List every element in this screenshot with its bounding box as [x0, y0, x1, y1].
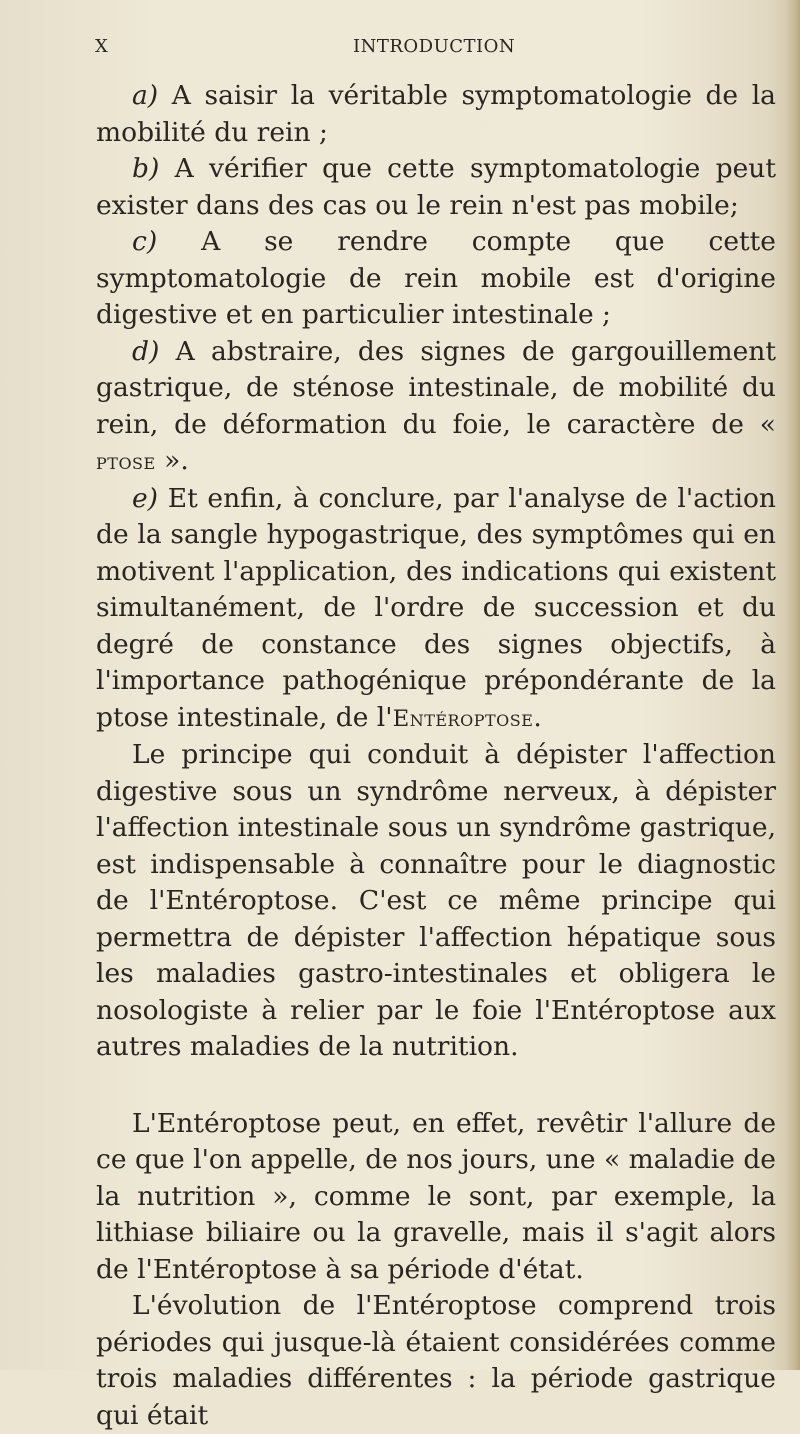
- item-smallcaps: Entéroptose: [392, 705, 534, 732]
- item-label: d): [132, 335, 160, 367]
- page-edge: [786, 0, 800, 1370]
- item-label: b): [132, 153, 160, 184]
- item-smallcaps: ptose: [96, 449, 156, 475]
- item-label: c): [132, 226, 158, 257]
- list-item-c: [96, 224, 776, 334]
- item-text: A vérifier que cette symptomatologie peut exister dans des cas ou le rein n'est pas mobile;: [96, 153, 776, 221]
- item-text-end: .: [533, 701, 542, 733]
- paragraph: L'Entéroptose peut, en effet, revêtir l'allure de ce que l'on appelle, de nos jours, une « maladie de la nutrition », comme le sont, par exemple, la lithiase biliaire ou la gravelle, mais il s'agit alors de l'Entéroptose à sa période d'état.: [96, 1107, 776, 1285]
- paragraph: L'évolution de l'Entéroptose comprend trois périodes qui jusque-là étaient considérées comme trois maladies différentes : la période gastrique qui était: [96, 1290, 776, 1431]
- paragraph-gap: [96, 1066, 776, 1106]
- item-label: a): [132, 80, 159, 111]
- item-text: A abstraire, des signes de gargouillement gastrique, de sténose intestinale, de mobilité du rein, de déformation du foie, le caractère de «: [96, 335, 776, 440]
- list-item-b: [96, 151, 776, 224]
- list-item-e: [96, 481, 776, 738]
- list-item-d: [96, 334, 776, 481]
- item-label: e): [132, 482, 159, 514]
- page-header: [95, 36, 772, 66]
- item-text: A se rendre compte que cette symptomatologie de rein mobile est d'origine digestive et en particulier intestinale ;: [96, 226, 776, 330]
- item-text: Et enfin, à conclure, par l'analyse de l'action de la sangle hypogastrique, des symptômes qui en motivent l'application, des indications qui existent simultanément, de l'ordre de succession et du degré de constance des signes objectifs, à l'importance pathogénique prépondérante de la ptose intestinale, de l': [96, 482, 776, 733]
- paragraph: Le principe qui conduit à dépister l'affection digestive sous un syndrôme nerveux, à dépister l'affection intestinale sous un syndrôme gastrique, est indispensable à connaître pour le diagnostic de l'Entéroptose. C'est ce même principe qui permettra de dépister l'affection hépatique sous les maladies gastro-intestinales et obligera le nosologiste à relier par le foie l'Entéroptose aux autres maladies de la nutrition.: [96, 739, 776, 1062]
- running-title: INTRODUCTION: [353, 36, 516, 57]
- body-text: [96, 78, 776, 1434]
- page-number: X: [95, 36, 109, 57]
- item-text: A saisir la véritable symptomatologie de la mobilité du rein ;: [96, 80, 776, 148]
- item-text-end: ».: [155, 445, 189, 476]
- list-item-a: [96, 78, 776, 151]
